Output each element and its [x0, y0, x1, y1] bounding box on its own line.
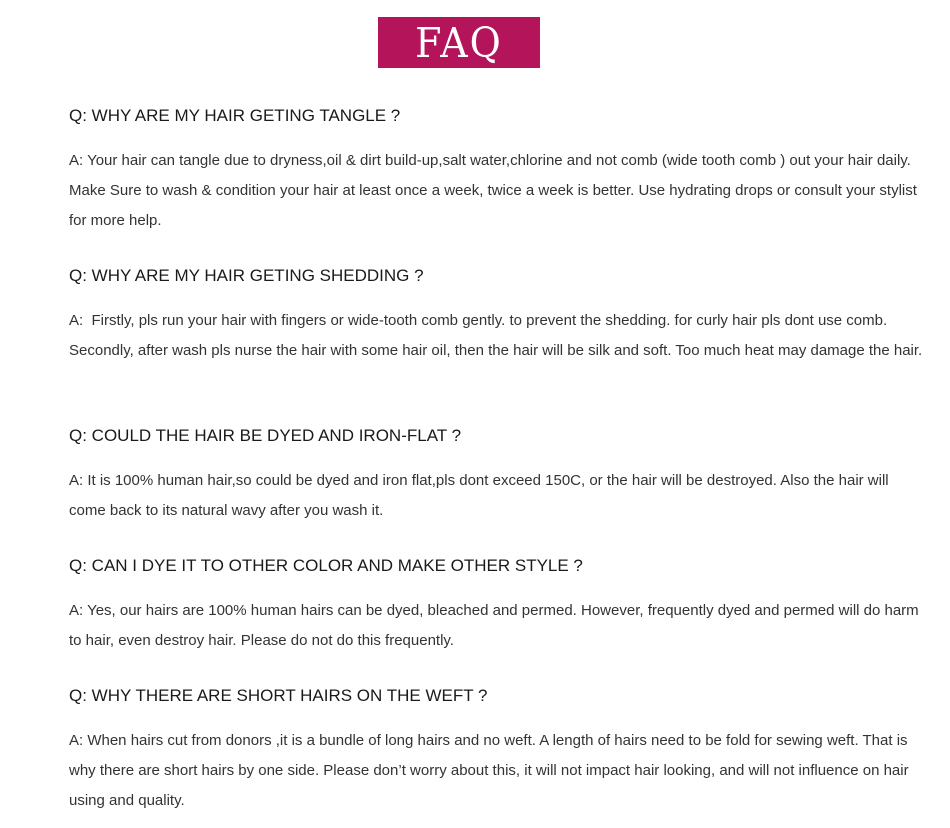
faq-question: Q: WHY ARE MY HAIR GETING TANGLE ? [69, 106, 401, 125]
faq-item [69, 266, 929, 366]
faq-item [69, 426, 929, 526]
faq-answer: A: Your hair can tangle due to dryness,oil & dirt build-up,salt water,chlorine and not comb (wide tooth comb ) out your hair daily. Make Sure to wash & condition your hair at least once a week, twice a week is better. Use hydrating drops or consult your stylist for more help. [69, 152, 922, 229]
faq-item [69, 556, 929, 656]
faq-answer: A: Yes, our hairs are 100% human hairs can be dyed, bleached and permed. However, frequently dyed and permed will do harm to hair, even destroy hair. Please do not do this frequently. [69, 602, 923, 649]
faq-title: FAQ [415, 18, 503, 67]
faq-answer: A: It is 100% human hair,so could be dyed and iron flat,pls dont exceed 150C, or the hair will be destroyed. Also the hair will come back to its natural wavy after you wash it. [69, 472, 893, 519]
faq-question: Q: CAN I DYE IT TO OTHER COLOR AND MAKE OTHER STYLE ? [69, 556, 583, 575]
faq-answer: A: Firstly, pls run your hair with fingers or wide-tooth comb gently. to prevent the shedding. for curly hair pls dont use comb. Secondly, after wash pls nurse the hair with some hair oil, then the hair will be silk and soft. Too much heat may damage the hair. [69, 312, 923, 359]
faq-item [69, 106, 929, 236]
faq-answer: A: When hairs cut from donors ,it is a bundle of long hairs and no weft. A length of hairs need to be fold for sewing weft. That is why there are short hairs by one side. Please don’t worry about this, it will not impact hair looking, and will not influence on hair using and quality. [69, 732, 913, 809]
faq-question: Q: COULD THE HAIR BE DYED AND IRON-FLAT ? [69, 426, 462, 445]
faq-item [69, 686, 929, 816]
faq-question: Q: WHY ARE MY HAIR GETING SHEDDING ? [69, 266, 424, 285]
faq-question: Q: WHY THERE ARE SHORT HAIRS ON THE WEFT ? [69, 686, 488, 705]
faq-banner [378, 17, 540, 68]
